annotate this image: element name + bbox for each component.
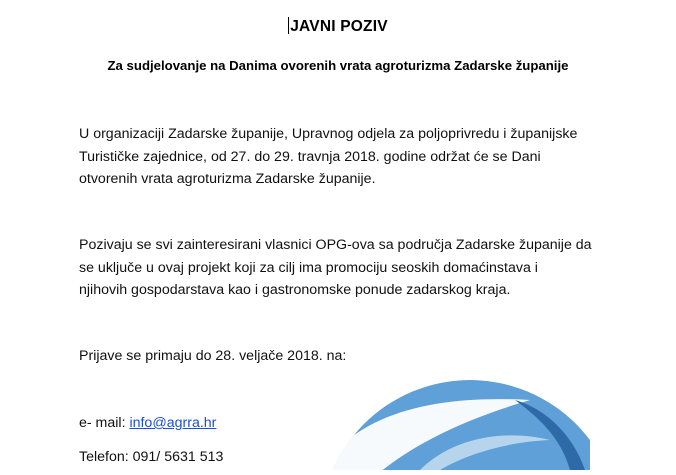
paragraph-deadline <box>79 345 639 368</box>
contact-email-row <box>79 415 216 431</box>
paragraph-line: njihovih gospodarstava kao i gastronomske ponude zadarskog kraja. <box>79 282 511 298</box>
document-title-text: JAVNI POZIV <box>290 18 388 35</box>
paragraph-line: U organizaciji Zadarske županije, Upravnog odjela za poljoprivredu i županijske <box>79 126 578 142</box>
paragraph-line: Turističke zajednice, od 27. do 29. travnja 2018. godine održat će se Dani <box>79 148 541 165</box>
globe-logo-icon <box>300 370 590 475</box>
email-label: e- mail: <box>79 415 130 431</box>
paragraph-line: otvorenih vrata agroturizma Zadarske županije. <box>79 171 376 187</box>
paragraph-line: Prijave se primaju do 28. veljače 2018. na: <box>79 348 347 364</box>
phone-label: Telefon: <box>79 449 133 465</box>
paragraph-invitation <box>79 234 639 302</box>
globe-logo-graphic <box>300 370 590 470</box>
phone-value: 091/ 5631 513 <box>132 449 224 465</box>
contact-phone-row <box>79 449 223 465</box>
paragraph-line: Pozivaju se svi zainteresirani vlasnici OPG-ova sa područja Zadarske županije da <box>79 237 592 253</box>
document-subtitle: Za sudjelovanje na Danima ovorenih vrata agroturizma Zadarske županije <box>107 58 569 73</box>
document-title <box>0 17 676 36</box>
paragraph-line: se uključe u ovaj projekt koji za cilj ima promociju seoskih domaćinstava i <box>79 259 538 276</box>
email-link[interactable]: info@agrra.hr <box>129 415 217 431</box>
paragraph-organization <box>79 123 639 191</box>
